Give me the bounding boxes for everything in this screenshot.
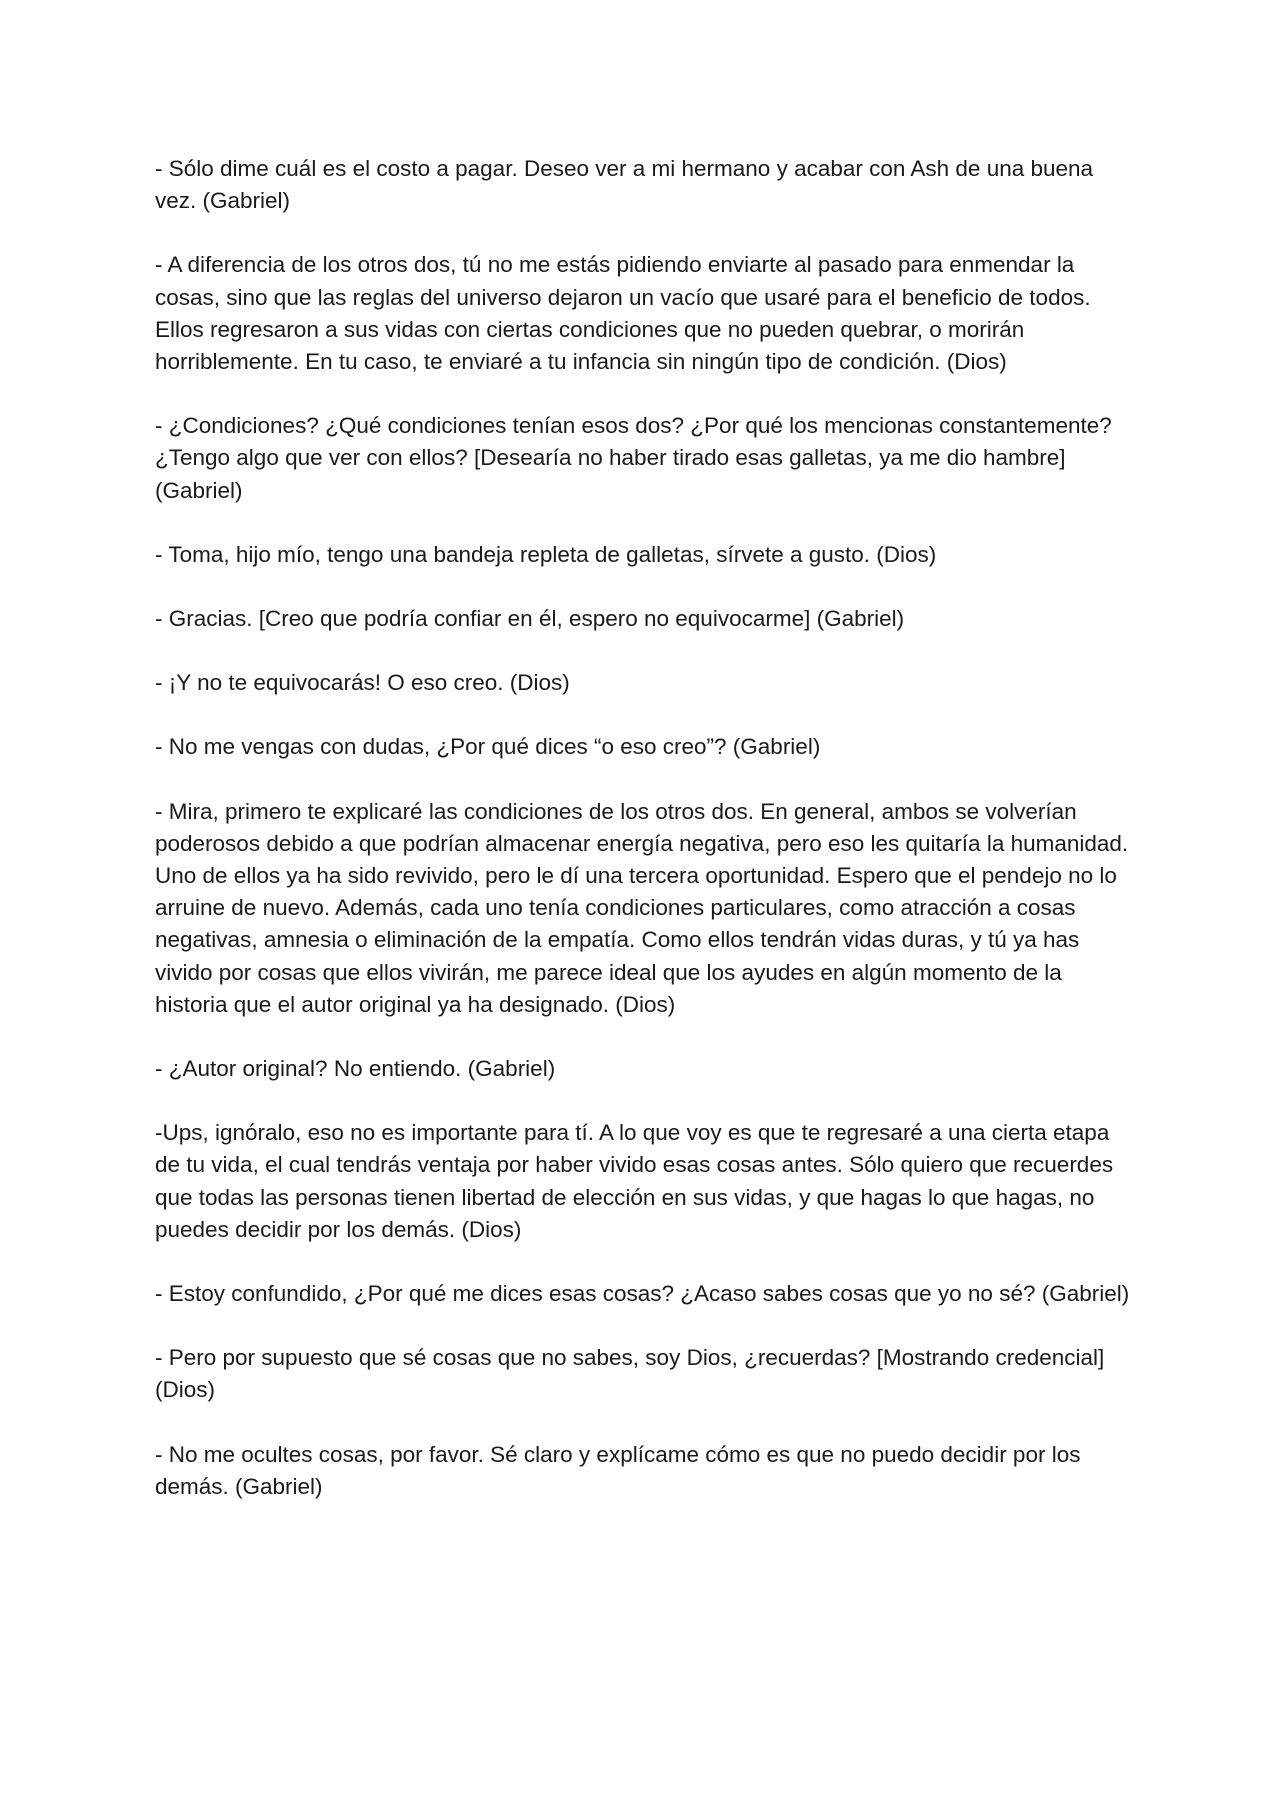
paragraph: - ¿Condiciones? ¿Qué condiciones tenían esos dos? ¿Por qué los mencionas constantemente? ¿Tengo algo que ver con ellos? [Desearía no haber tirado esas galletas, ya me dio hambre] (Gabriel) <box>155 413 1112 503</box>
paragraph: - Toma, hijo mío, tengo una bandeja repleta de galletas, sírvete a gusto. (Dios) <box>155 541 937 567</box>
paragraph: - Pero por supuesto que sé cosas que no sabes, soy Dios, ¿recuerdas? [Mostrando credencial] (Dios) <box>155 1345 1105 1403</box>
paragraph: -Ups, ignóralo, eso no es importante para tí. A lo que voy es que te regresaré a una cierta etapa de tu vida, el cual tendrás ventaja por haber vivido esas cosas antes. Sólo quiero que recuerdes que todas las personas tienen libertad de elección en sus vidas, y que hagas lo que hagas, no puedes decidir por los demás. (Dios) <box>155 1120 1114 1242</box>
paragraph: - No me ocultes cosas, por favor. Sé claro y explícame cómo es que no puedo decidir por los demás. (Gabriel) <box>155 1441 1081 1499</box>
paragraph: - ¿Autor original? No entiendo. (Gabriel) <box>155 1056 556 1082</box>
paragraph: - Estoy confundido, ¿Por qué me dices esas cosas? ¿Acaso sabes cosas que yo no sé? (Gabriel) <box>155 1281 1130 1307</box>
paragraph: - A diferencia de los otros dos, tú no me estás pidiendo enviarte al pasado para enmendar la cosas, sino que las reglas del universo dejaron un vacío que usaré para el beneficio de todos. Ellos regresaron a sus vidas con ciertas condiciones que no pueden quebrar, o morirán horriblemente. En tu caso, te enviaré a tu infancia sin ningún tipo de condición. (Dios) <box>155 252 1091 375</box>
document-body <box>155 153 1135 1503</box>
paragraph: - ¡Y no te equivocarás! O eso creo. (Dios) <box>155 670 570 696</box>
paragraph: - Gracias. [Creo que podría confiar en él, espero no equivocarme] (Gabriel) <box>155 606 905 632</box>
paragraph: - No me vengas con dudas, ¿Por qué dices “o eso creo”? (Gabriel) <box>155 734 821 760</box>
paragraph: - Sólo dime cuál es el costo a pagar. Deseo ver a mi hermano y acabar con Ash de una buena vez. (Gabriel) <box>155 156 1094 214</box>
paragraph: - Mira, primero te explicaré las condiciones de los otros dos. En general, ambos se volverían poderosos debido a que podrían almacenar energía negativa, pero eso les quitaría la humanidad. Uno de ellos ya ha sido revivido, pero le dí una tercera oportunidad. Espero que el pendejo no lo arruine de nuevo. Además, cada uno tenía condiciones particulares, como atracción a cosas negativas, amnesia o eliminación de la empatía. Como ellos tendrán vidas duras, y tú ya has vivido por cosas que ellos vivirán, me parece ideal que los ayudes en algún momento de la historia que el autor original ya ha designado. (Dios) <box>155 798 1129 1017</box>
